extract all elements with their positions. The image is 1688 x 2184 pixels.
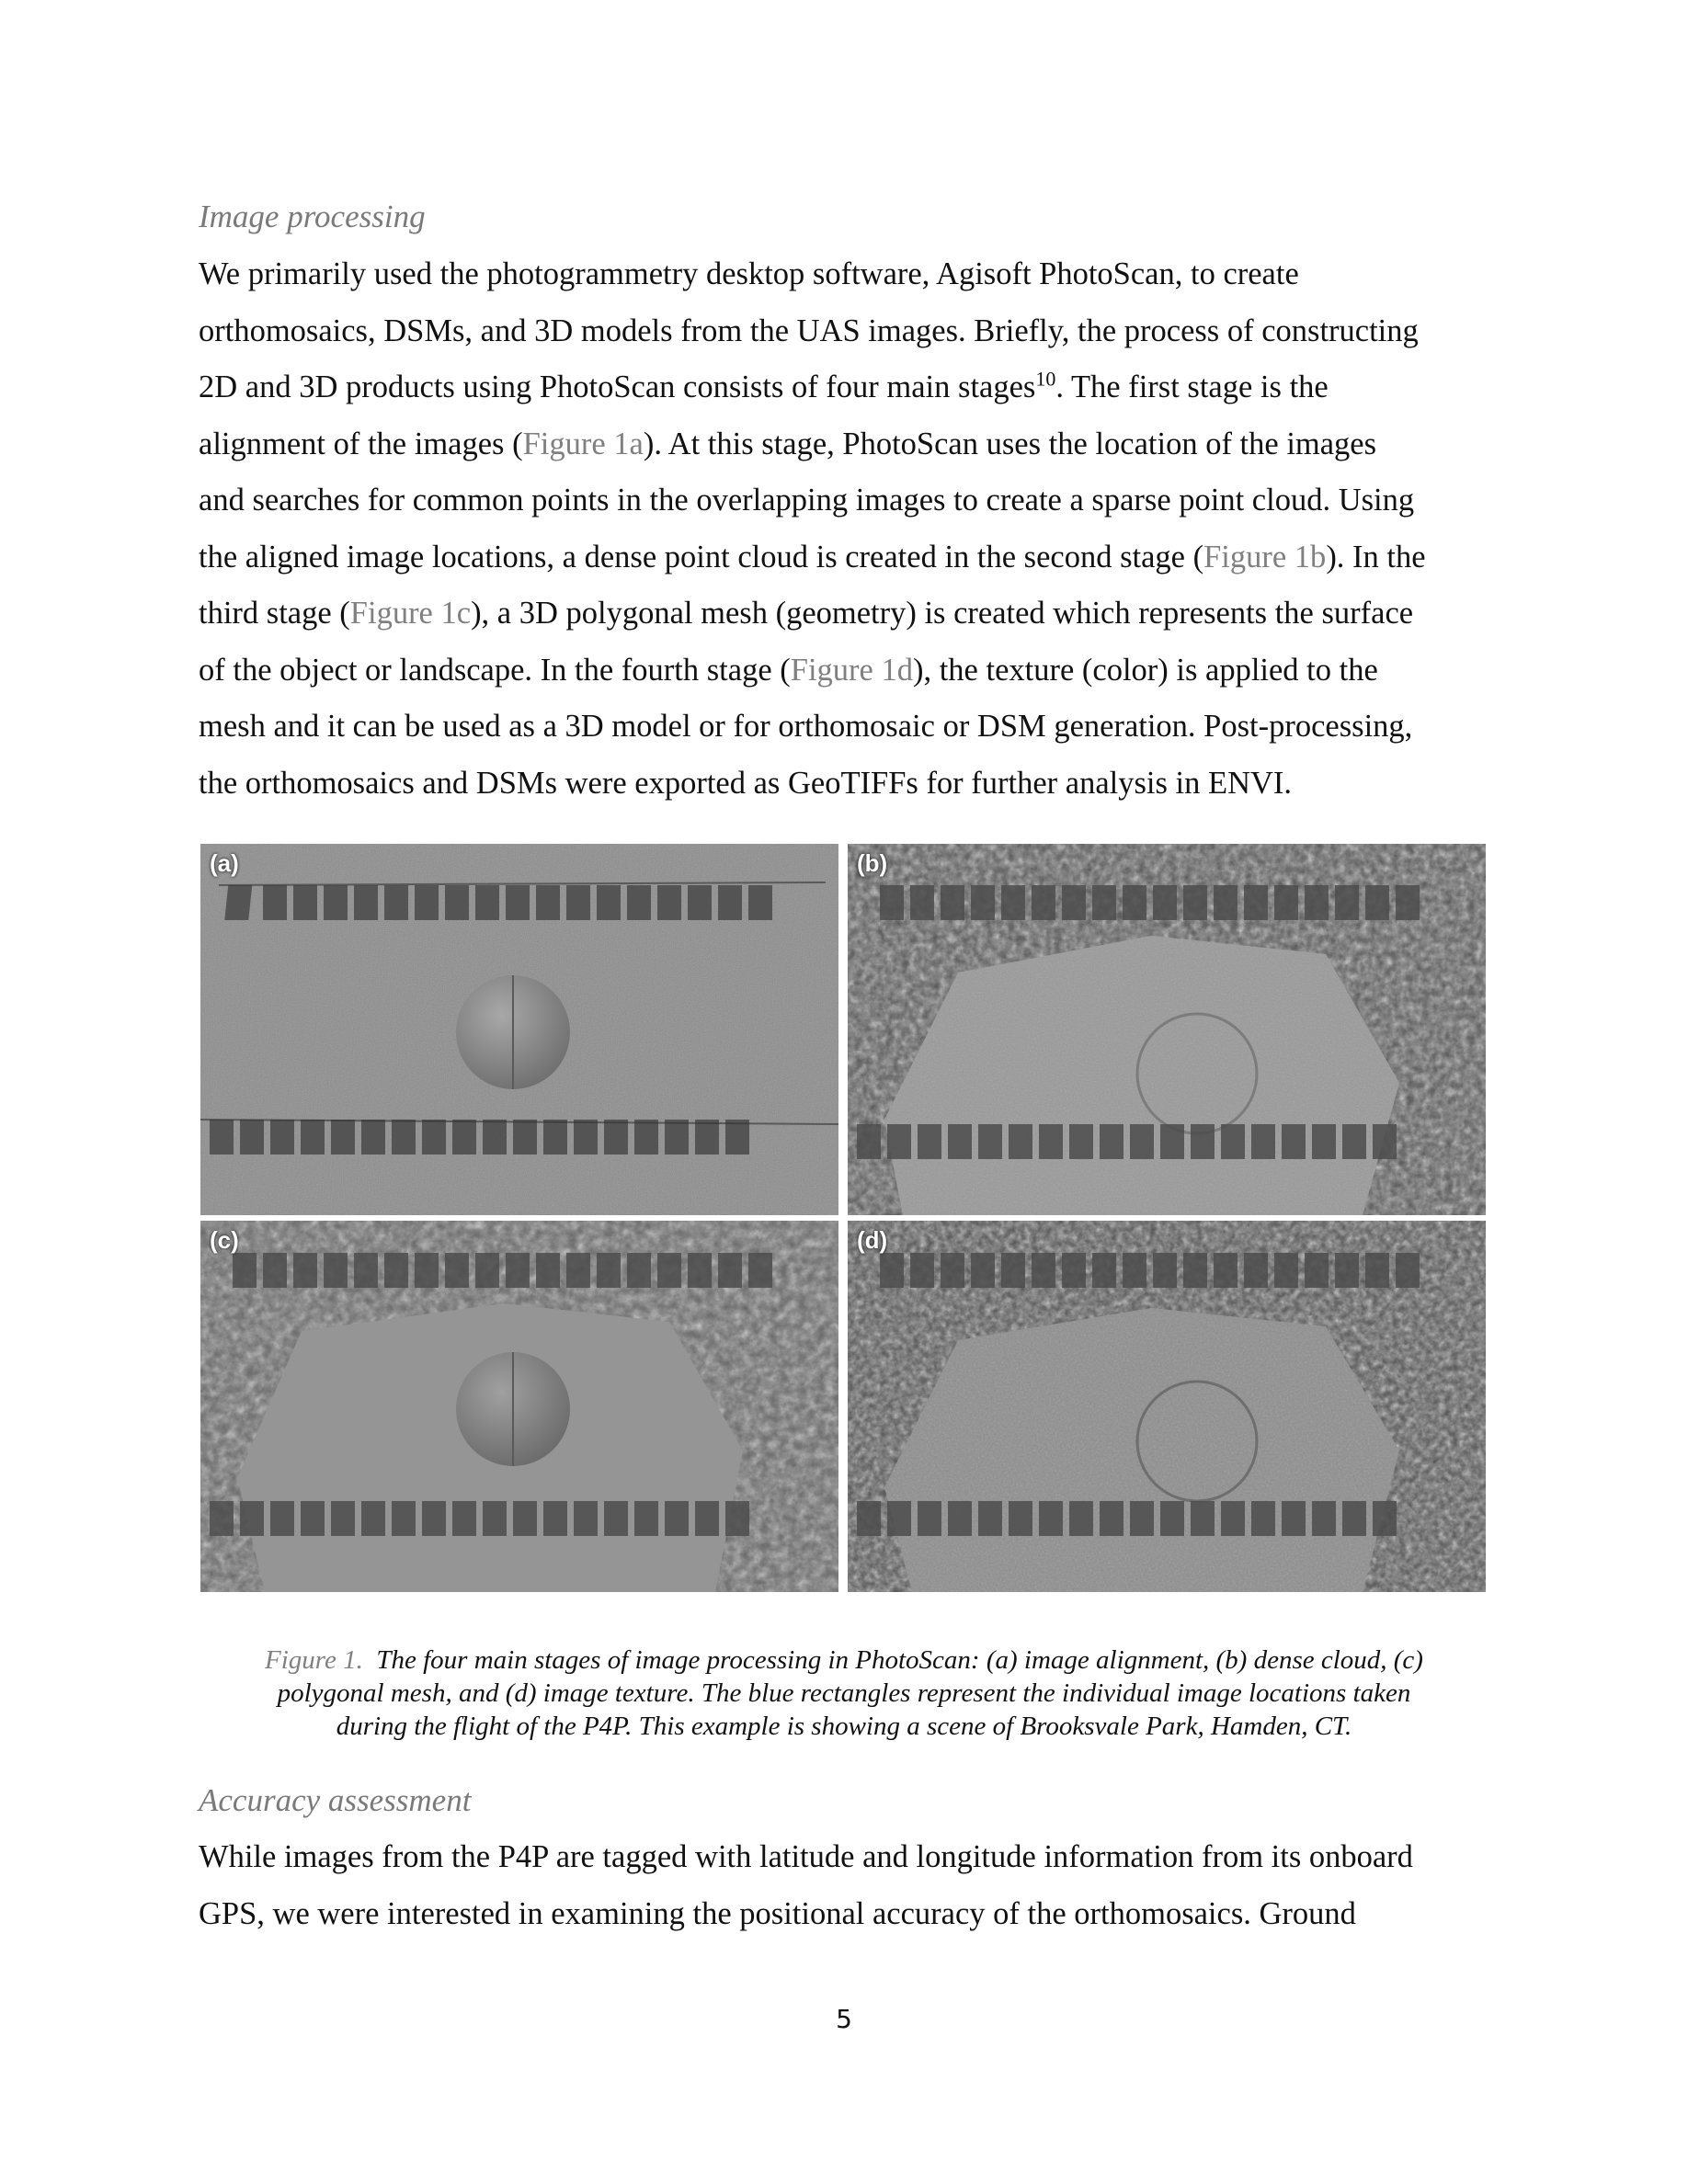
panel-label-a: (a) — [210, 849, 239, 877]
caption-line: during the flight of the P4P. This example is showing a scene of Brooksvale Park, Hamden, CT. — [336, 1712, 1352, 1741]
figure-caption-label: Figure 1. — [265, 1645, 363, 1675]
figure-panel-dense-cloud — [848, 844, 1486, 1215]
dense-cloud-photo — [848, 844, 1486, 1215]
figure-panel-image-alignment — [200, 844, 838, 1215]
figure-1a-reference-link[interactable]: Figure 1a — [522, 426, 644, 461]
text-line: the orthomosaics and DSMs were exported as GeoTIFFs for further analysis in ENVI. — [199, 765, 1293, 801]
figure-1d-reference-link[interactable]: Figure 1d — [790, 652, 913, 688]
paragraph-image-processing — [199, 246, 1504, 812]
text-line: GPS, we were interested in examining the positional accuracy of the orthomosaics. Ground — [199, 1895, 1356, 1931]
text-line: 2D and 3D products using PhotoScan consists of four main stages$^{10}$. The first stage is the — [199, 367, 1329, 404]
text-line: third stage (Figure 1c), a 3D polygonal mesh (geometry) is created which represents the surface — [199, 596, 1414, 631]
image-texture-photo — [848, 1221, 1486, 1592]
figure-1-caption — [199, 1644, 1489, 1743]
text-line: We primarily used the photogrammetry desktop software, Agisoft PhotoScan, to create — [199, 256, 1299, 291]
text-line: and searches for common points in the overlapping images to create a sparse point cloud. Using — [199, 483, 1415, 518]
section-heading-image-processing: Image processing — [199, 199, 426, 234]
text-line: of the object or landscape. In the fourth stage (Figure 1d), the texture (color) is applied to the — [199, 652, 1378, 688]
citation-superscript: 10 — [1035, 367, 1056, 391]
text-line: mesh and it can be used as a 3D model or for orthomosaic or DSM generation. Post-processing, — [199, 709, 1413, 744]
figure-panel-image-texture — [848, 1221, 1486, 1592]
panel-label-b: (b) — [857, 849, 888, 877]
paragraph-accuracy-assessment — [199, 1829, 1504, 1942]
text-line: the aligned image locations, a dense point cloud is created in the second stage (Figure 1b). In the — [199, 539, 1426, 574]
panel-label-c: (c) — [210, 1226, 239, 1254]
text-line: alignment of the images (Figure 1a). At this stage, PhotoScan uses the location of the images — [199, 426, 1377, 461]
image-alignment-photo — [200, 844, 838, 1215]
figure-1b-reference-link[interactable]: Figure 1b — [1203, 539, 1327, 574]
page-number: 5 — [836, 2004, 852, 2034]
caption-line: polygonal mesh, and (d) image texture. The blue rectangles represent the individual image locations taken — [277, 1678, 1411, 1708]
figure-panel-polygonal-mesh — [200, 1221, 838, 1592]
figure-1 — [200, 844, 1491, 1596]
caption-line: The four main stages of image processing in PhotoScan: (a) image alignment, (b) dense cloud, (c) — [376, 1645, 1423, 1675]
text-line: orthomosaics, DSMs, and 3D models from the UAS images. Briefly, the process of constructing — [199, 313, 1419, 348]
polygonal-mesh-photo — [200, 1221, 838, 1592]
figure-1c-reference-link[interactable]: Figure 1c — [349, 596, 472, 631]
text-line: While images from the P4P are tagged with latitude and longitude information from its onboard — [199, 1839, 1413, 1874]
panel-label-d: (d) — [857, 1226, 888, 1254]
section-heading-accuracy-assessment: Accuracy assessment — [199, 1782, 472, 1818]
